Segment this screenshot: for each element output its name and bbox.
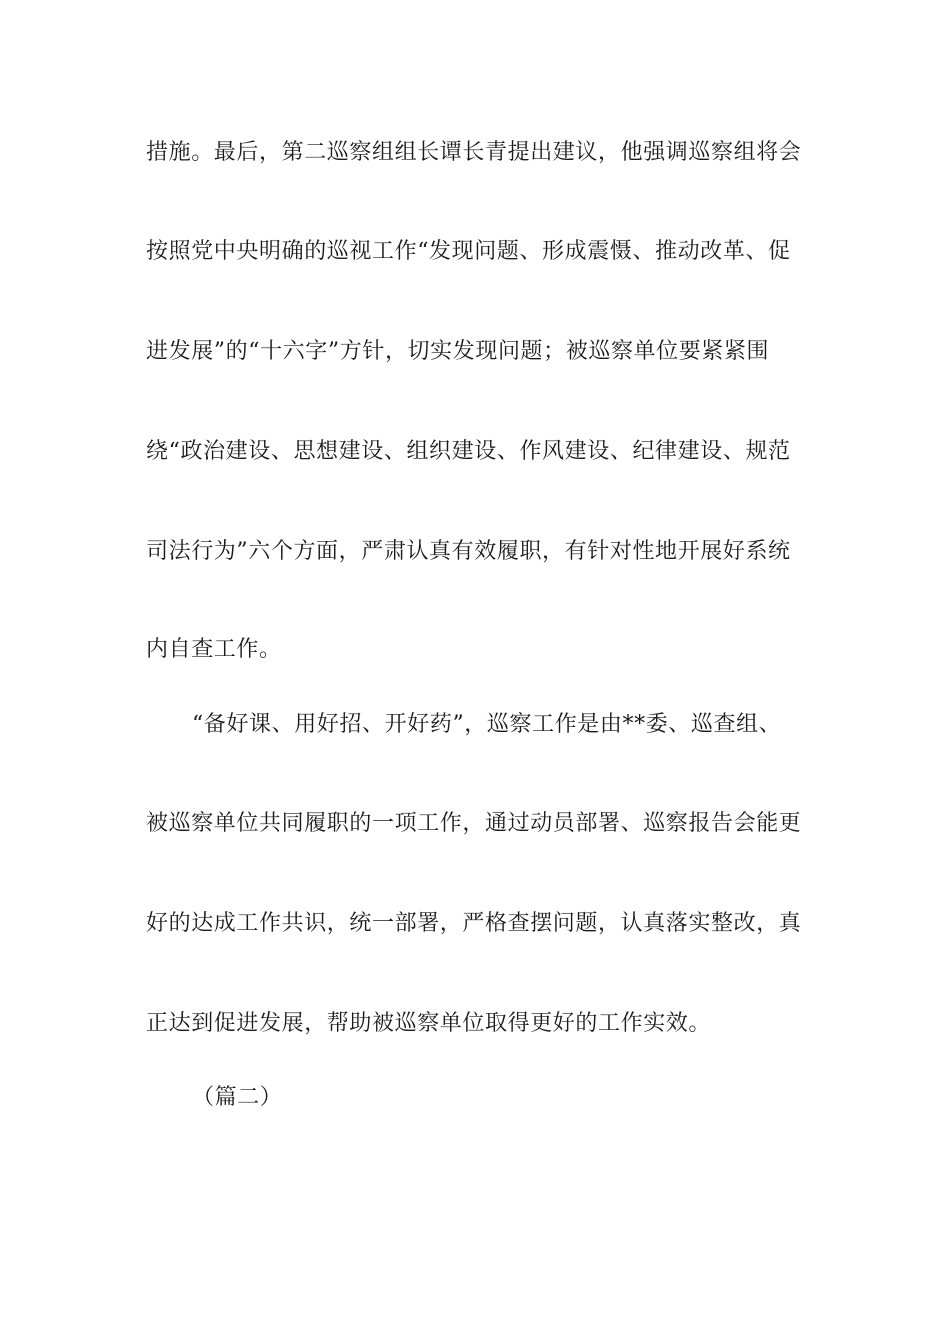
paragraph-line: 内自查工作。 xyxy=(146,637,282,662)
paragraph-line: 措施。最后，第二巡察组组长谭长青提出建议，他强调巡察组将会 xyxy=(146,140,802,165)
section-heading: （篇二） xyxy=(192,1085,283,1110)
paragraph-line: “备好课、用好招、开好药”，巡察工作是由**委、巡查组、 xyxy=(192,712,782,737)
paragraph-line: 进发展”的“十六字”方针，切实发现问题；被巡察单位要紧紧围 xyxy=(146,339,770,364)
paragraph-line: 被巡察单位共同履职的一项工作，通过动员部署、巡察报告会能更 xyxy=(146,811,802,836)
paragraph-line: 好的达成工作共识，统一部署，严格查摆问题，认真落实整改，真 xyxy=(146,911,802,936)
paragraph-line: 绕“政治建设、思想建设、组织建设、作风建设、纪律建设、规范 xyxy=(146,439,791,464)
paragraph-line: 按照党中央明确的巡视工作“发现问题、形成震慑、推动改革、促 xyxy=(146,239,791,264)
paragraph-line: 正达到促进发展，帮助被巡察单位取得更好的工作实效。 xyxy=(146,1011,712,1036)
paragraph-line: 司法行为”六个方面，严肃认真有效履职，有针对性地开展好系统 xyxy=(146,539,791,564)
